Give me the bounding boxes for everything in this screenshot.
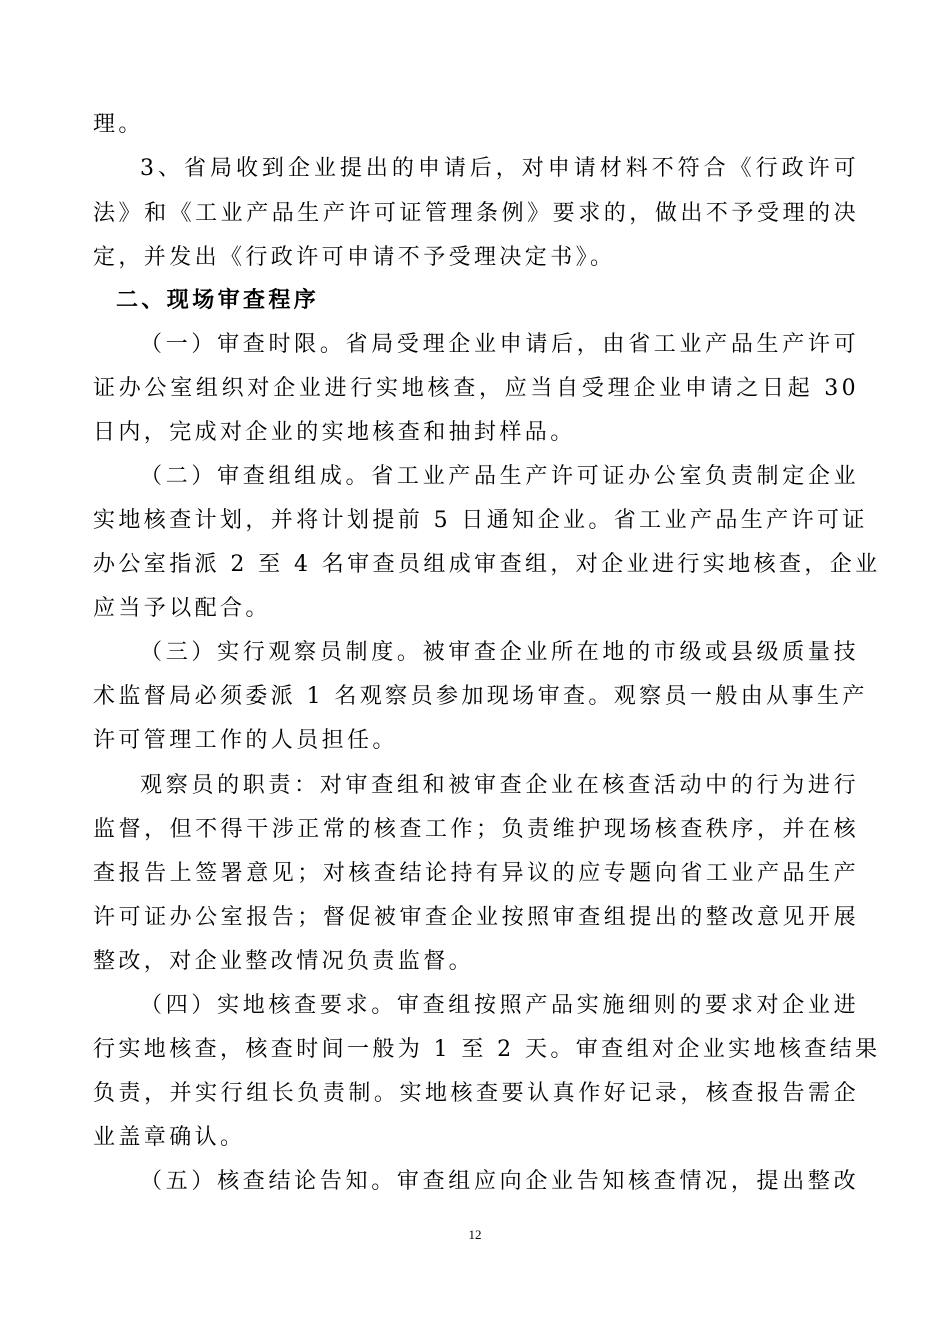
paragraph-line: 整改，对企业整改情况负责监督。 bbox=[93, 949, 475, 974]
paragraph-line: 查报告上签署意见；对核查结论持有异议的应专题向省工业产品生产 bbox=[93, 861, 859, 886]
paragraph-line: 观察员的职责：对审查组和被审查企业在核查活动中的行为进行 bbox=[140, 773, 859, 798]
paragraph-line: 术监督局必须委派 1 名观察员参加现场审查。观察员一般由从事生产 bbox=[93, 684, 868, 709]
paragraph-line: （三）实行观察员制度。被审查企业所在地的市级或县级质量技 bbox=[140, 640, 859, 665]
paragraph-line: 负责，并实行组长负责制。实地核查要认真作好记录，核查报告需企 bbox=[93, 1081, 859, 1106]
paragraph-line: 行实地核查，核查时间一般为 1 至 2 天。审查组对企业实地核查结果 bbox=[93, 1037, 881, 1062]
section-heading: 二、现场审查程序 bbox=[116, 288, 320, 313]
paragraph-line: （一）审查时限。省局受理企业申请后，由省工业产品生产许可 bbox=[140, 332, 859, 357]
page-number: 12 bbox=[468, 1227, 482, 1242]
paragraph-line: 理。 bbox=[93, 112, 144, 137]
paragraph-line: 日内，完成对企业的实地核查和抽封样品。 bbox=[93, 420, 576, 445]
paragraph-line: 许可证办公室报告；督促被审查企业按照审查组提出的整改意见开展 bbox=[93, 905, 859, 930]
paragraph-line: （四）实地核查要求。审查组按照产品实施细则的要求对企业进 bbox=[140, 993, 859, 1018]
paragraph-line: 法》和《工业产品生产许可证管理条例》要求的，做出不予受理的决 bbox=[93, 201, 859, 226]
paragraph-line: 实地核查计划，并将计划提前 5 日通知企业。省工业产品生产许可证 bbox=[93, 508, 868, 533]
paragraph-line: （五）核查结论告知。审查组应向企业告知核查情况，提出整改 bbox=[140, 1169, 859, 1194]
paragraph-line: 定，并发出《行政许可申请不予受理决定书》。 bbox=[93, 245, 616, 270]
paragraph-line: （二）审查组组成。省工业产品生产许可证办公室负责制定企业 bbox=[140, 464, 859, 489]
paragraph-line: 办公室指派 2 至 4 名审查员组成审查组，对企业进行实地核查，企业 bbox=[93, 552, 881, 577]
paragraph-line: 业盖章确认。 bbox=[93, 1125, 246, 1150]
paragraph-line: 监督，但不得干涉正常的核查工作；负责维护现场核查秩序，并在核 bbox=[93, 817, 859, 842]
paragraph-line: 应当予以配合。 bbox=[93, 596, 271, 621]
paragraph-line: 证办公室组织对企业进行实地核查，应当自受理企业申请之日起 30 bbox=[93, 376, 859, 401]
paragraph-line: 3、省局收到企业提出的申请后，对申请材料不符合《行政许可 bbox=[140, 156, 859, 181]
paragraph-line: 许可管理工作的人员担任。 bbox=[93, 728, 398, 753]
